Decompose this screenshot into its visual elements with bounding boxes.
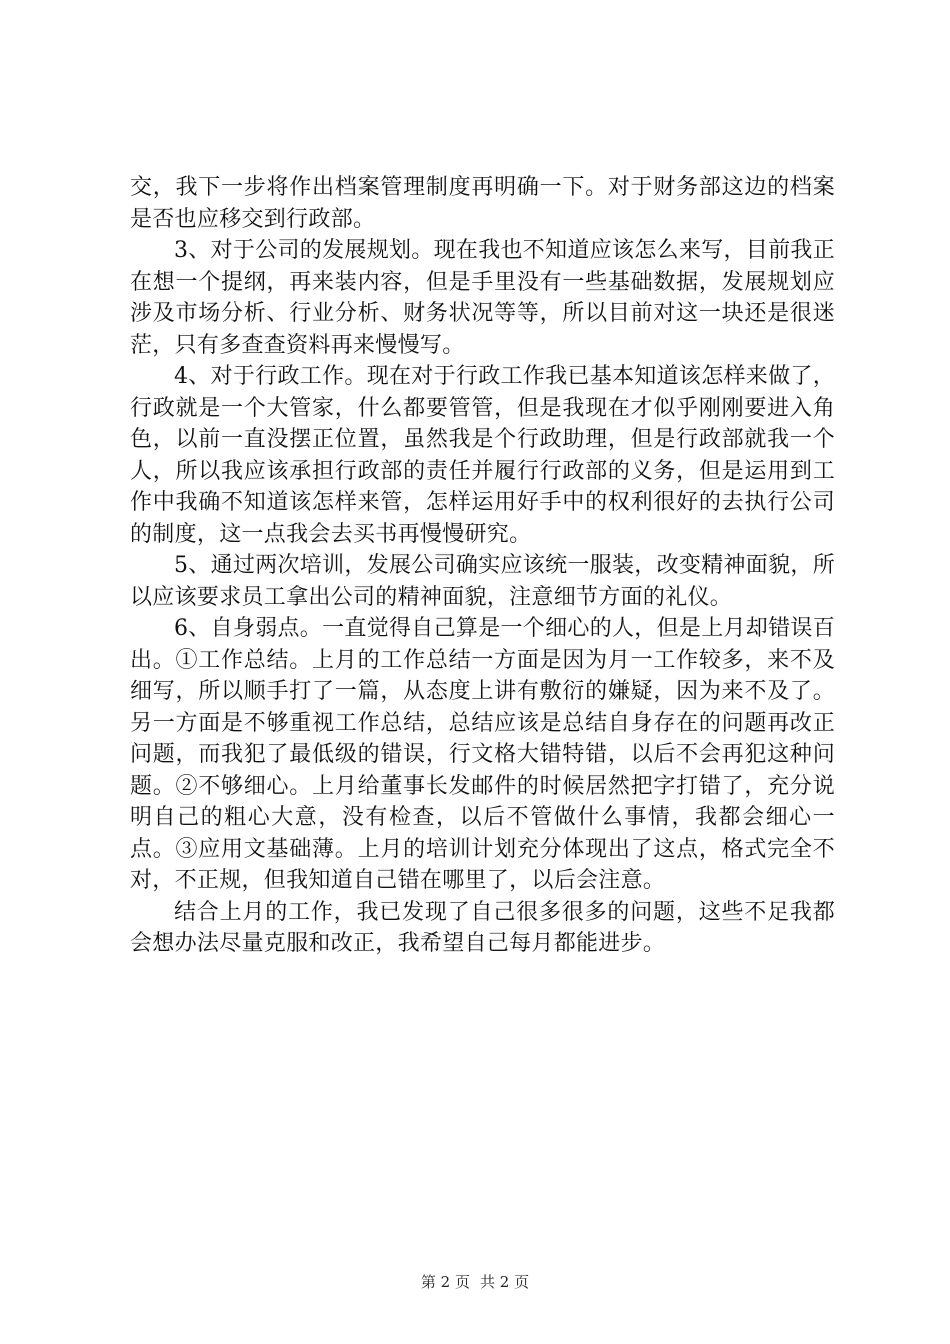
page-total: 共 2 页 [480,1273,530,1291]
page-number: 第 2 页 [420,1273,470,1291]
paragraph-administrative-work: 4、对于行政工作。现在对于行政工作我已基本知道该怎样来做了，行政就是一个大管家，什么都要管管，但是我现在才似乎刚刚要进入角色，以前一直没摆正位置，虽然我是个行政助理，但是行政部就我一个人，所以我应该承担行政部的责任并履行行政部的义务，但是运用到工作中我确不知道该怎样来管，怎样运用好手中的权利很好的去执行公司的制度，这一点我会去买书再慢慢研究。 [130,364,835,547]
paragraph-conclusion: 结合上月的工作，我已发现了自己很多很多的问题，这些不足我都会想办法尽量克服和改正，我希望自己每月都能进步。 [130,899,835,956]
paragraph-weaknesses: 6、自身弱点。一直觉得自己算是一个细心的人，但是上月却错误百出。①工作总结。上月的工作总结一方面是因为月一工作较多，来不及细写，所以顺手打了一篇，从态度上讲有敷衍的嫌疑，因为来不及了。另一方面是不够重视工作总结，总结应该是总结自身存在的问题再改正问题，而我犯了最低级的错误，行文格大错特错，以后不会再犯这种问题。②不够细心。上月给董事长发邮件的时候居然把字打错了，充分说明自己的粗心大意，没有检查，以后不管做什么事情，我都会细心一点。③应用文基础薄。上月的培训计划充分体现出了这点，格式完全不对，不正规，但我知道自己错在哪里了，以后会注意。 [130,616,835,893]
document-body [130,172,835,960]
paragraph-development-plan: 3、对于公司的发展规划。现在我也不知道应该怎么来写，目前我正在想一个提纲，再来装内容，但是手里没有一些基础数据，发展规划应涉及市场分析、行业分析、财务状况等等，所以目前对这一块还是很迷茫，只有多查查资料再来慢慢写。 [130,238,835,358]
paragraph-training: 5、通过两次培训，发展公司确实应该统一服装，改变精神面貌，所以应该要求员工拿出公司的精神面貌，注意细节方面的礼仪。 [130,553,835,610]
paragraph-continuation: 交，我下一步将作出档案管理制度再明确一下。对于财务部这边的档案是否也应移交到行政部。 [130,175,835,232]
page-footer [0,1272,950,1292]
